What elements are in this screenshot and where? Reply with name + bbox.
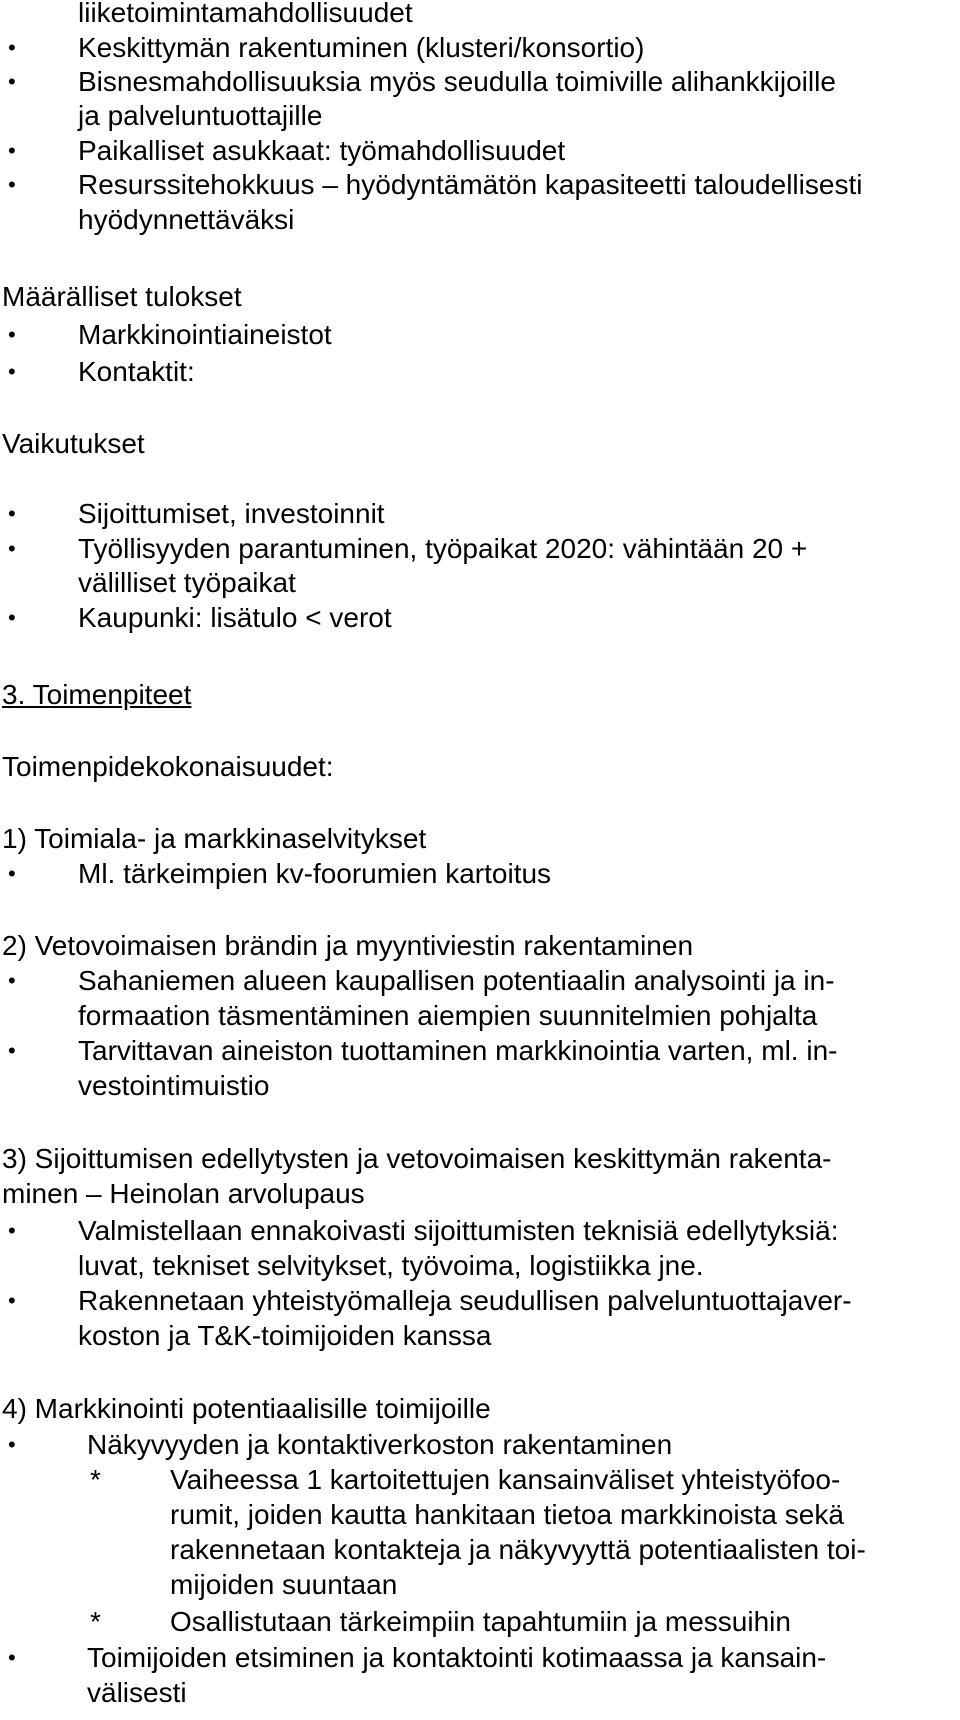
list-item-cont: välisesti	[87, 1677, 187, 1708]
list-item-cont: vestointimuistio	[78, 1070, 270, 1101]
list-item: Sijoittumiset, investoinnit	[78, 498, 385, 529]
bullet-icon: •	[8, 1645, 16, 1670]
list-item: Tarvittavan aineiston tuottaminen markkinointia varten, ml. in-	[78, 1035, 838, 1066]
list-item-cont: ja palveluntuottajille	[78, 100, 323, 131]
asterisk-icon: *	[90, 1464, 101, 1495]
list-item: Ml. tärkeimpien kv-foorumien kartoitus	[78, 858, 552, 889]
list-item: Näkyvyyden ja kontaktiverkoston rakentaminen	[87, 1429, 673, 1460]
sub-list-item: Osallistutaan tärkeimpiin tapahtumiin ja messuihin	[170, 1606, 791, 1637]
bullet-icon: •	[8, 359, 16, 384]
bullet-icon: •	[8, 605, 16, 630]
bullet-icon: •	[8, 501, 16, 526]
section-heading: Määrälliset tulokset	[2, 281, 242, 312]
list-item-cont: hyödynnettäväksi	[78, 204, 295, 235]
group-heading-cont: minen – Heinolan arvolupaus	[2, 1178, 365, 1209]
list-item-cont: välilliset työpaikat	[78, 567, 296, 598]
list-item-cont: luvat, tekniset selvitykset, työvoima, logistiikka jne.	[78, 1250, 704, 1281]
bullet-icon: •	[8, 1288, 16, 1313]
list-item: Työllisyyden parantuminen, työpaikat 2020: vähintään 20 +	[78, 533, 808, 564]
section-heading: Vaikutukset	[2, 428, 145, 459]
group-heading: 4) Markkinointi potentiaalisille toimijoille	[2, 1393, 491, 1424]
list-item: Paikalliset asukkaat: työmahdollisuudet	[78, 135, 566, 166]
bullet-icon: •	[8, 861, 16, 886]
list-item: Kontaktit:	[78, 356, 195, 387]
list-item: Kaupunki: lisätulo < verot	[78, 602, 392, 633]
bullet-icon: •	[8, 536, 16, 561]
sub-list-item: Vaiheessa 1 kartoitettujen kansainväliset yhteistyöfoo-	[170, 1464, 841, 1495]
bullet-icon: •	[8, 35, 16, 60]
list-item: Keskittymän rakentuminen (klusteri/konsortio)	[78, 32, 645, 63]
bullet-icon: •	[8, 138, 16, 163]
asterisk-icon: *	[90, 1606, 101, 1637]
bullet-icon: •	[8, 1038, 16, 1063]
list-item: Valmistellaan ennakoivasti sijoittumisten teknisiä edellytyksiä:	[78, 1215, 839, 1246]
sub-list-item-cont: rakennetaan kontakteja ja näkyvyyttä potentiaalisten toi-	[170, 1534, 866, 1565]
section-title: 3. Toimenpiteet	[2, 679, 192, 710]
list-item-cont: formaation täsmentäminen aiempien suunnitelmien pohjalta	[78, 1000, 818, 1031]
bullet-icon: •	[8, 69, 16, 94]
sub-list-item-cont: mijoiden suuntaan	[170, 1569, 398, 1600]
bullet-icon: •	[8, 322, 16, 347]
group-heading: 3) Sijoittumisen edellytysten ja vetovoimaisen keskittymän rakenta-	[2, 1143, 832, 1174]
list-item-cont: koston ja T&K-toimijoiden kanssa	[78, 1320, 492, 1351]
subsection-heading: Toimenpidekokonaisuudet:	[2, 751, 334, 782]
text-line: liiketoimintamahdollisuudet	[78, 0, 413, 28]
list-item: Toimijoiden etsiminen ja kontaktointi kotimaassa ja kansain-	[87, 1642, 827, 1673]
bullet-icon: •	[8, 1218, 16, 1243]
bullet-icon: •	[8, 1432, 16, 1457]
group-heading: 1) Toimiala- ja markkinaselvitykset	[2, 823, 427, 854]
list-item: Rakennetaan yhteistyömalleja seudullisen palveluntuottajaver-	[78, 1285, 852, 1316]
list-item: Resurssitehokkuus – hyödyntämätön kapasiteetti taloudellisesti	[78, 169, 863, 200]
list-item: Markkinointiaineistot	[78, 319, 332, 350]
bullet-icon: •	[8, 172, 16, 197]
group-heading: 2) Vetovoimaisen brändin ja myyntiviestin rakentaminen	[2, 930, 694, 961]
list-item: Bisnesmahdollisuuksia myös seudulla toimiville alihankkijoille	[78, 66, 836, 97]
sub-list-item-cont: rumit, joiden kautta hankitaan tietoa markkinoista sekä	[170, 1499, 844, 1530]
bullet-icon: •	[8, 968, 16, 993]
list-item: Sahaniemen alueen kaupallisen potentiaalin analysointi ja in-	[78, 965, 835, 996]
